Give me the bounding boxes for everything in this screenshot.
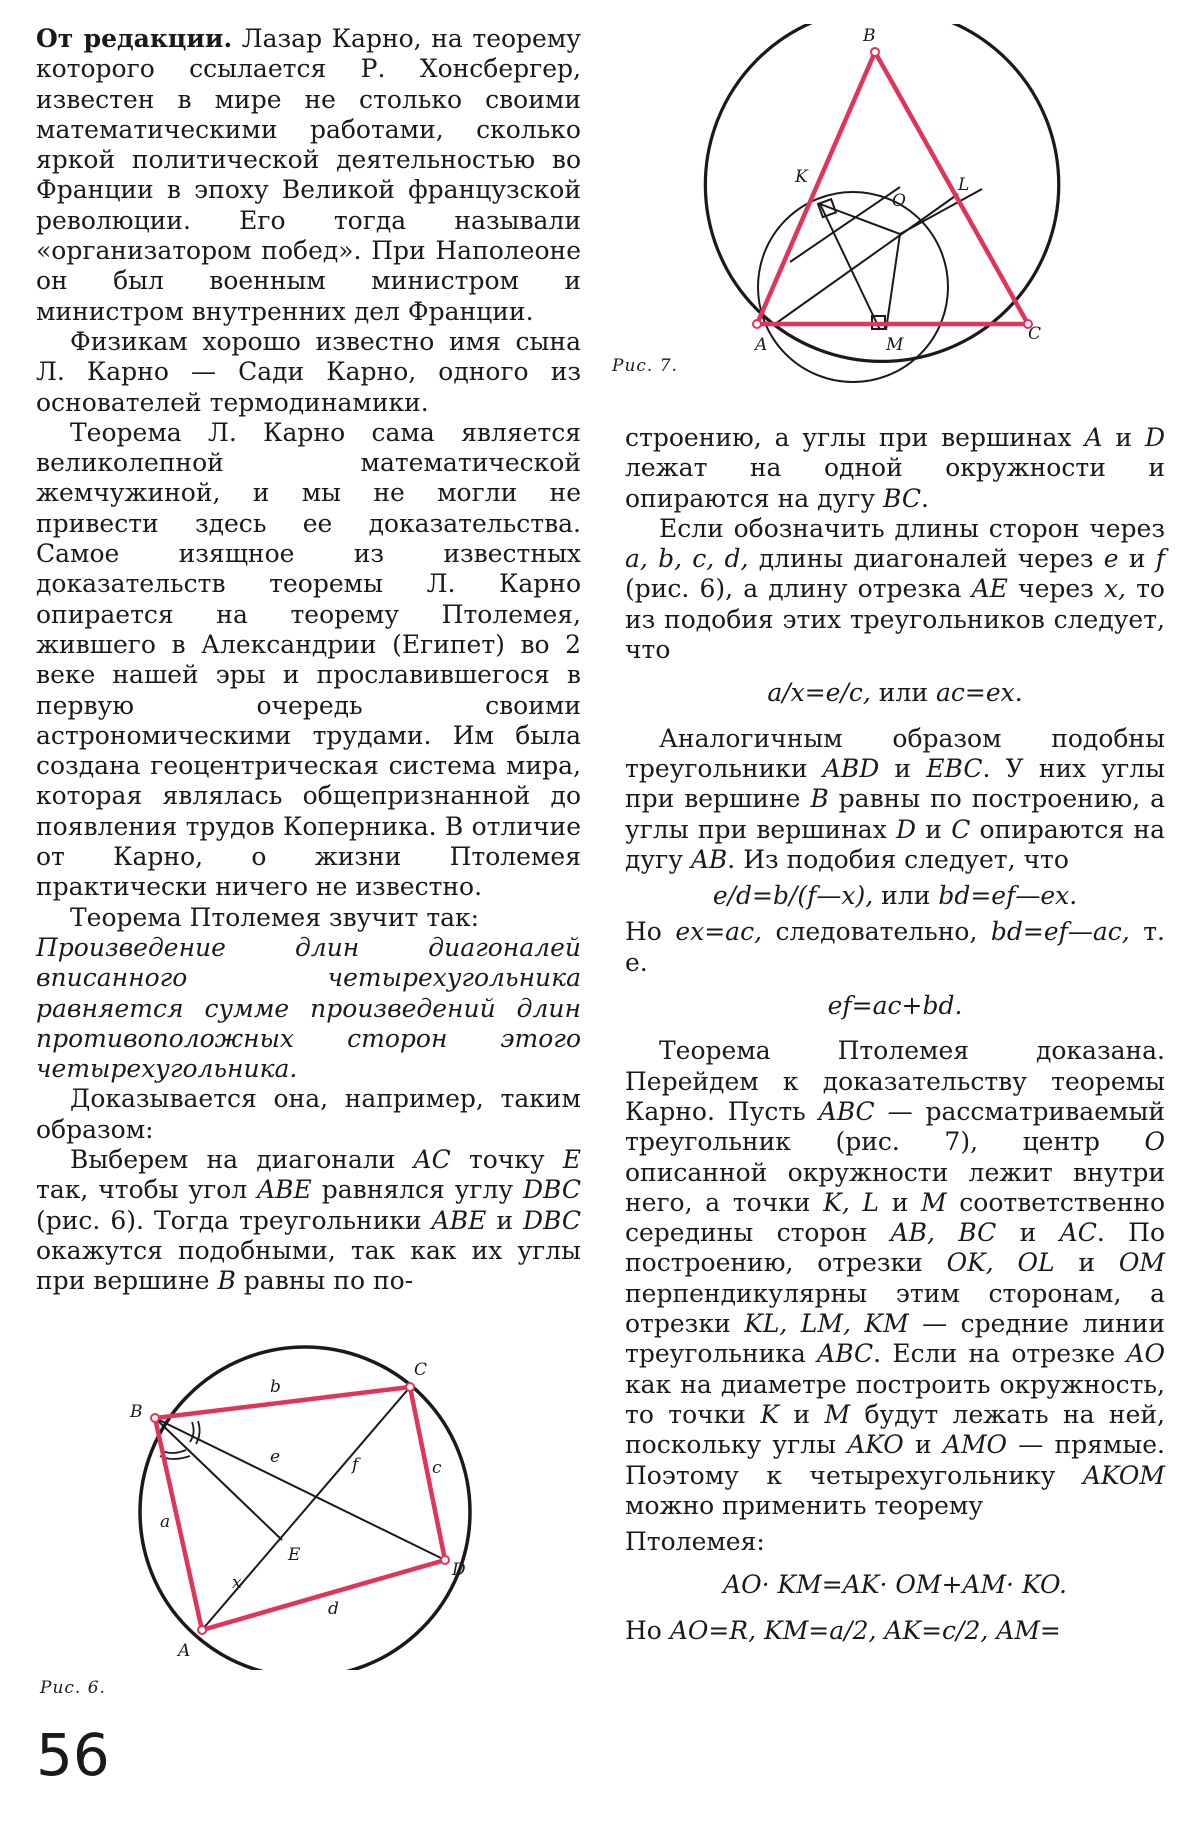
label-diag-f: f [352,1455,359,1475]
angle-arc-1 [190,1422,194,1442]
vertex-b [871,48,879,56]
left-column [36,24,581,1296]
label-c6: C [414,1360,428,1380]
paragraph-ptolemy-label: Птолемея: [625,1527,765,1557]
formula-akom: AO· KM=AK· OM+AM· KO. [723,1570,1067,1600]
label-x: x [232,1573,242,1593]
label-m: M [886,335,904,355]
editorial-text: Лазар Карно, на теорему которого ссылается Р. Хонсбергер, известен в мире не столько своими математическими работами, сколько яркой политической деятельностью во Франции в эпоху Великой французской революции. Его тогда называли «организатором побед». При Наполеоне он был военным министром и министром внутренних дел Франции. [36,24,581,326]
editorial-heading: От редакции. [36,24,233,53]
vertex-c6 [406,1383,414,1391]
vertex-d6 [441,1556,449,1564]
label-l: L [958,175,970,195]
figure-6-caption: Рис. 6. [40,1678,106,1698]
paragraph-proof-start: Выберем на диагонали AC точку E так, чтобы угол ABE равнялся углу DBC (рис. 6). Тогда треугольники ABE и DBC окажутся подобными, так как их углы при вершине B равны по по- [36,1144,582,1296]
label-side-d: d [328,1599,339,1619]
paragraph-final: Но AO=R, KM=a/2, AK=c/2, AM= [625,1615,1061,1645]
paragraph-proof-intro: Доказывается она, например, таким образом: [36,1084,581,1144]
label-diag-e: e [270,1447,281,1467]
editorial-note [36,24,581,327]
figure-7 [690,24,1180,394]
paragraph-ptolemy-intro: Теорема Птолемея звучит так: [70,902,480,932]
label-d6: D [452,1560,466,1580]
page-number: 56 [36,1721,110,1789]
formula-2: e/d=b/(f—x), или bd=ef—ex. [712,881,1078,911]
label-side-a: a [160,1512,171,1532]
paragraph-sadi-carnot: Физикам хорошо известно имя сына Л. Карно — Сади Карно, одного из основателей термодинамики. [36,326,581,417]
label-c: C [1028,324,1042,344]
segment-om [886,234,900,330]
label-side-b: b [270,1377,281,1397]
label-a: A [755,335,768,355]
label-k: K [795,167,808,187]
segment-be [155,1418,282,1540]
paragraph-continuation: строению, а углы при вершинах A и D лежат на одной окружности и опираются на дугу BC. [625,423,1166,513]
ptolemy-theorem-statement: Произведение длин диагоналей вписанного четырехугольника равняется сумме произведений длин противоположных сторон этого четырехугольника. [36,932,581,1084]
figure-7-caption: Рис. 7. [612,356,678,376]
right-column [625,423,1165,1646]
paragraph-carnot-theorem: Теорема Л. Карно сама является великолепной математической жемчужиной, и мы не могли не привести здесь ее доказательства. Самое изящное из известных доказательств теоремы Л. Карно опирается на теорему Птолемея, жившего в Александрии (Египет) во 2 веке нашей эры и прославившегося в первую очередь своими астрономическими трудами. Им была создана геоцентрическая система мира, которая являлась общепризнанной до появления трудов Коперника. В отличие от Карно, о жизни Птолемея практически ничего не известно. [36,417,581,902]
formula-1: a/x=e/c, или ac=ex. [767,678,1023,708]
label-a6: A [178,1641,191,1661]
segment-ol [900,189,982,234]
diagonal-ac [202,1387,410,1630]
segment-ao [775,194,958,324]
paragraph-carnot-proof: Теорема Птолемея доказана. Перейдем к доказательству теоремы Карно. Пусть ABC — рассматриваемый треугольник (рис. 7), центр O описанной окружности лежит внутри него, а точки K, L и M соответственно середины сторон AB, BC и AC. По построению, отрезки OK, OL и OM перпендикулярны этим сторонам, а отрезки KL, LM, KM — средние линии треугольника ABC. Если на отрезке AO как на диаметре построить окружность, то точки K и M будут лежать на ней, поскольку углы AKO и AMO — прямые. Поэтому к четырехугольнику AKOM можно применить теорему [625,1036,1166,1520]
label-b6: B [130,1402,143,1422]
vertex-b6 [151,1414,159,1422]
circumcircle [705,24,1058,361]
label-side-c: c [432,1458,442,1478]
label-b: B [863,26,876,46]
formula-ptolemy: ef=ac+bd. [827,991,963,1021]
label-o: O [892,191,906,211]
paragraph-substitution: Но ex=ac, следовательно, bd=ef—ac, т. е. [625,917,1165,977]
vertex-a [753,320,761,328]
label-e6: E [288,1545,301,1565]
figure-6 [110,1330,510,1670]
paragraph-notation: Если обозначить длины сторон через a, b, c, d, длины диагоналей через e и f (рис. 6), а длину отрезка AE через x, то из подобия этих треугольников следует, что [625,513,1165,665]
paragraph-similarity: Аналогичным образом подобны треугольники ABD и EBC. У них углы при вершине B равны по построению, а углы при вершинах D и C опираются на дугу AB. Из подобия следует, что [625,723,1165,874]
vertex-a6 [198,1626,206,1634]
segment-lm [790,187,900,262]
